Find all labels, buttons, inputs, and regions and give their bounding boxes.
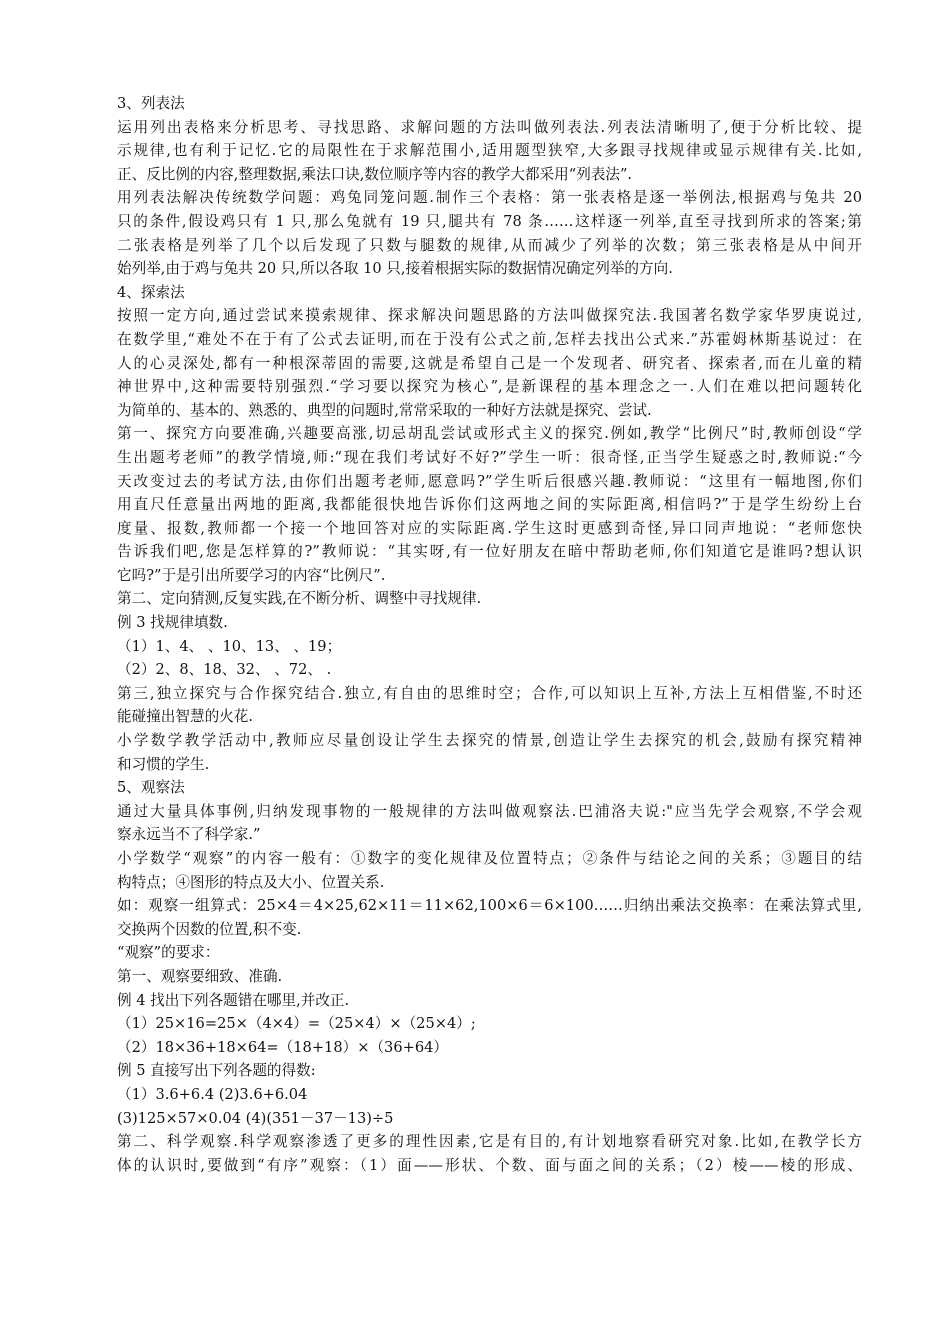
- text-line: 告诉我们吧,您是怎样算的?”教师说：“其实呀,有一位好朋友在暗中帮助老师,你们知道它是谁吗?想认识: [117, 543, 862, 561]
- text-line: （2）2、8、18、32、 、72、 .: [117, 661, 332, 679]
- text-line: 例 5 直接写出下列各题的得数:: [117, 1062, 316, 1080]
- text-line: 交换两个因数的位置,积不变.: [117, 920, 302, 938]
- text-line: “观察”的要求：: [117, 944, 220, 962]
- text-line: 小学数学教学活动中,教师应尽量创设让学生去探究的情景,创造让学生去探究的机会,鼓励有探究精神: [117, 732, 862, 750]
- text-line: 始列举,由于鸡与兔共 20 只,所以各取 10 只,接着根据实际的数据情况确定列举的方向.: [117, 260, 673, 278]
- text-line: 第一、探究方向要准确,兴趣要高涨,切忌胡乱尝试或形式主义的探究.例如,教学“比例尺”时,教师创设“学: [117, 425, 862, 443]
- text-line: 神世界中,这种需要特别强烈.“学习要以探究为核心”,是新课程的基本理念之一.人们在难以把问题转化: [117, 378, 862, 396]
- text-line: 通过大量具体事例,归纳发现事物的一般规律的方法叫做观察法.巴浦洛夫说:"应当先学会观察,不学会观: [117, 802, 862, 820]
- text-line: 为简单的、基本的、熟悉的、典型的问题时,常常采取的一种好方法就是探究、尝试.: [117, 401, 652, 419]
- text-line: 构特点；④图形的特点及大小、位置关系.: [117, 873, 385, 891]
- text-line: 小学数学“观察”的内容一般有：①数字的变化规律及位置特点；②条件与结论之间的关系；③题目的结: [117, 850, 862, 867]
- text-line: 按照一定方向,通过尝试来摸索规律、探求解决问题思路的方法叫做探究法.我国著名数学家华罗庚说过,: [117, 307, 862, 325]
- text-line: 察永远当不了科学家.”: [117, 826, 261, 844]
- text-line: 用直尺任意量出两地的距离,我都能很快地告诉你们这两地之间的实际距离,相信吗?”于是学生纷纷上台: [117, 496, 862, 514]
- text-line: 度量、报数,教师都一个接一个地回答对应的实际距离.学生这时更感到奇怪,异口同声地说：“老师您快: [117, 519, 862, 537]
- text-line: 例 3 找规律填数.: [117, 614, 228, 632]
- text-line: 3、列表法: [117, 95, 185, 112]
- text-line: 第二、定向猜测,反复实践,在不断分析、调整中寻找规律.: [117, 590, 482, 608]
- text-line: 天改变过去的考试方法,由你们出题考老师,愿意吗?”学生听后很感兴趣.教师说：“这里有一幅地图,你们: [117, 472, 862, 490]
- text-line: 能碰撞出智慧的火花.: [117, 708, 253, 726]
- text-line: 5、观察法: [117, 779, 185, 797]
- text-line: 第二、科学观察.科学观察渗透了更多的理性因素,它是有目的,有计划地察看研究对象.比如,在教学长方: [117, 1133, 862, 1151]
- text-line: 4、探索法: [117, 283, 185, 301]
- text-line: 二张表格是列举了几个以后发现了只数与腿数的规律,从而减少了列举的次数；第三张表格是从中间开: [117, 236, 862, 254]
- text-line: 人的心灵深处,都有一种根深蒂固的需要,这就是希望自己是一个发现者、研究者、探索者,而在儿童的精: [117, 354, 862, 372]
- text-line: 它吗?”于是引出所要学习的内容“比例尺”.: [117, 566, 386, 584]
- text-line: 正、反比例的内容,整理数据,乘法口诀,数位顺序等内容的教学大都采用“列表法”.: [117, 165, 633, 183]
- text-line: 只的条件,假设鸡只有 1 只,那么兔就有 19 只,腿共有 78 条……这样逐一列举,直至寻找到所求的答案;第: [117, 212, 862, 230]
- text-line: 运用列出表格来分析思考、寻找思路、求解问题的方法叫做列表法.列表法清晰明了,便于分析比较、提: [117, 118, 862, 136]
- text-line: 和习惯的学生.: [117, 755, 210, 773]
- text-line: 生出题考老师”的教学情境,师:“现在我们考试好不好?”学生一听：很奇怪,正当学生疑惑之时,教师说:“今: [117, 448, 862, 466]
- text-line: 如：观察一组算式：25×4＝4×25,62×11＝11×62,100×6＝6×100……归纳出乘法交换率：在乘法算式里,: [117, 897, 862, 915]
- text-line: （1）3.6+6.4 (2)3.6+6.04: [117, 1085, 308, 1103]
- document-body: [117, 92, 862, 1177]
- text-line: （1）1、4、 、10、13、 、19；: [117, 637, 342, 655]
- text-line: (3)125×57×0.04 (4)(351－37－13)÷5: [117, 1109, 394, 1127]
- text-line: （2）18×36+18×64=（18+18）×（36+64）: [117, 1038, 449, 1056]
- text-line: （1）25×16=25×（4×4）=（25×4）×（25×4）;: [117, 1015, 476, 1033]
- text-line: 用列表法解决传统数学问题：鸡兔同笼问题.制作三个表格：第一张表格是逐一举例法,根据鸡与兔共 20: [117, 189, 862, 207]
- text-line: 体的认识时,要做到“有序”观察：（1）面——形状、个数、面与面之间的关系；（2）棱——棱的形成、: [117, 1156, 862, 1174]
- text-line: 第三,独立探究与合作探究结合.独立,有自由的思维时空；合作,可以知识上互补,方法上互相借鉴,不时还: [117, 684, 862, 702]
- text-line: 示规律,也有利于记忆.它的局限性在于求解范围小,适用题型狭窄,大多跟寻找规律或显示规律有关.比如,: [117, 142, 862, 160]
- text-line: 在数学里,“难处不在于有了公式去证明,而在于没有公式之前,怎样去找出公式来.”苏霍姆林斯基说过：在: [117, 330, 862, 348]
- text-line: 第一、观察要细致、准确.: [117, 967, 283, 985]
- text-line: 例 4 找出下列各题错在哪里,并改正.: [117, 991, 350, 1009]
